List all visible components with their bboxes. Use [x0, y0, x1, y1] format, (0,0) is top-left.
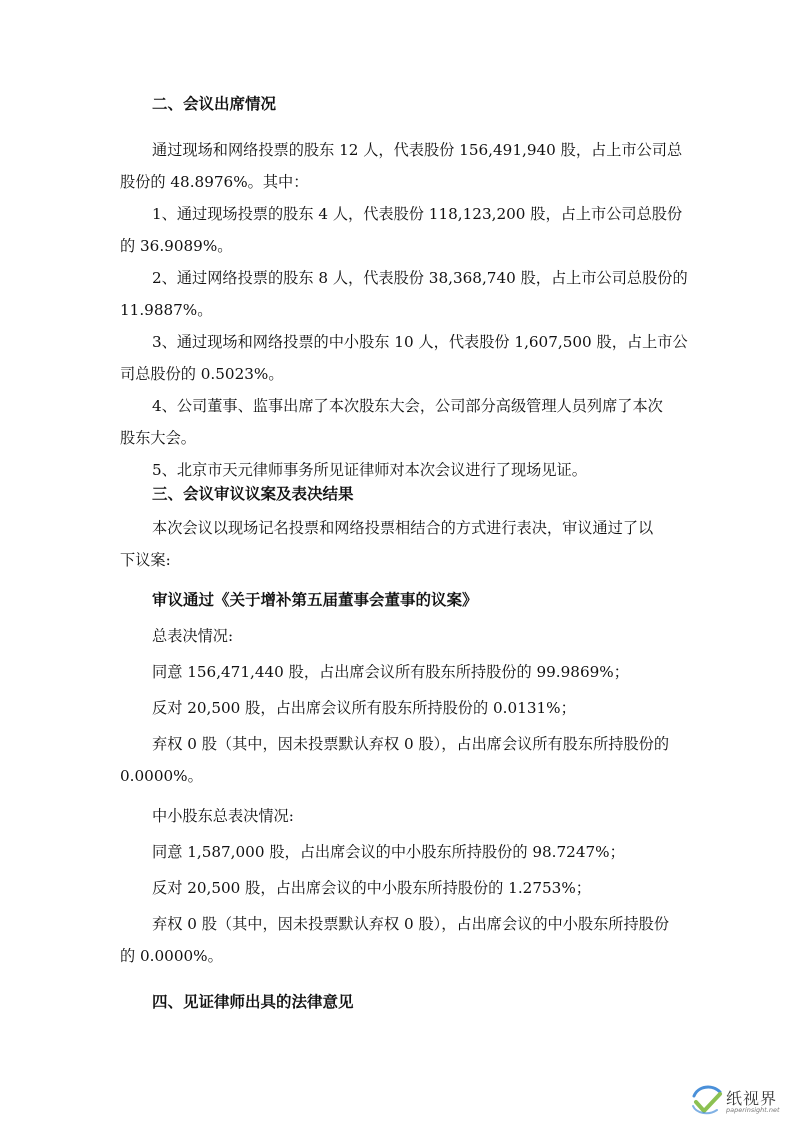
vote-summary-label: 中小股东总表决情况:: [152, 807, 294, 825]
watermark-name: 纸视界: [726, 1089, 778, 1108]
paragraph-line: 股东大会。: [120, 429, 196, 447]
paragraph-line: 11.9887%。: [120, 301, 213, 319]
vote-line: 同意 1,587,000 股，占出席会议的中小股东所持股份的 98.7247%；: [152, 843, 625, 861]
paragraph-line: 司总股份的 0.5023%。: [120, 365, 284, 383]
paragraph-line: 2、通过网络投票的股东 8 人，代表股份 38,368,740 股，占上市公司总股份的: [152, 269, 688, 287]
motion-title: 审议通过《关于增补第五届董事会董事的议案》: [152, 591, 478, 609]
paragraph-line: 4、公司董事、监事出席了本次股东大会，公司部分高级管理人员列席了本次: [152, 397, 663, 415]
paragraph-line: 通过现场和网络投票的股东 12 人，代表股份 156,491,940 股，占上市公司总: [152, 141, 683, 159]
vote-summary-label: 总表决情况:: [152, 627, 234, 645]
paragraph-line: 5、北京市天元律师事务所见证律师对本次会议进行了现场见证。: [152, 461, 587, 479]
paragraph-line: 股份的 48.8976%。其中：: [120, 173, 309, 191]
section-attendance: [120, 88, 686, 486]
section-heading: 二、会议出席情况: [152, 95, 277, 113]
vote-line: 弃权 0 股（其中，因未投票默认弃权 0 股），占出席会议的中小股东所持股份: [152, 915, 670, 933]
vote-line: 反对 20,500 股，占出席会议的中小股东所持股份的 1.2753%；: [152, 879, 591, 897]
watermark-url: paperinsight.net: [726, 1106, 780, 1114]
paperinsight-logo-icon: [690, 1082, 724, 1116]
vote-line: 0.0000%。: [120, 767, 203, 785]
paragraph-line: 下议案:: [120, 551, 171, 569]
section-heading: 四、见证律师出具的法律意见: [152, 993, 354, 1011]
section-legal-opinion: [120, 986, 686, 1018]
section-voting: [120, 478, 686, 972]
vote-line: 的 0.0000%。: [120, 947, 223, 965]
vote-line: 弃权 0 股（其中，因未投票默认弃权 0 股），占出席会议所有股东所持股份的: [152, 735, 670, 753]
paragraph-line: 3、通过现场和网络投票的中小股东 10 人，代表股份 1,607,500 股，占上市公: [152, 333, 688, 351]
paragraph-line: 本次会议以现场记名投票和网络投票相结合的方式进行表决，审议通过了以: [152, 519, 654, 537]
section-heading: 三、会议审议议案及表决结果: [152, 485, 354, 503]
watermark-logo: [690, 1080, 790, 1120]
vote-line: 反对 20,500 股，占出席会议所有股东所持股份的 0.0131%；: [152, 699, 576, 717]
vote-line: 同意 156,471,440 股，占出席会议所有股东所持股份的 99.9869%；: [152, 663, 629, 681]
paragraph-line: 1、通过现场投票的股东 4 人，代表股份 118,123,200 股，占上市公司总股份: [152, 205, 683, 223]
paragraph-line: 的 36.9089%。: [120, 237, 233, 255]
